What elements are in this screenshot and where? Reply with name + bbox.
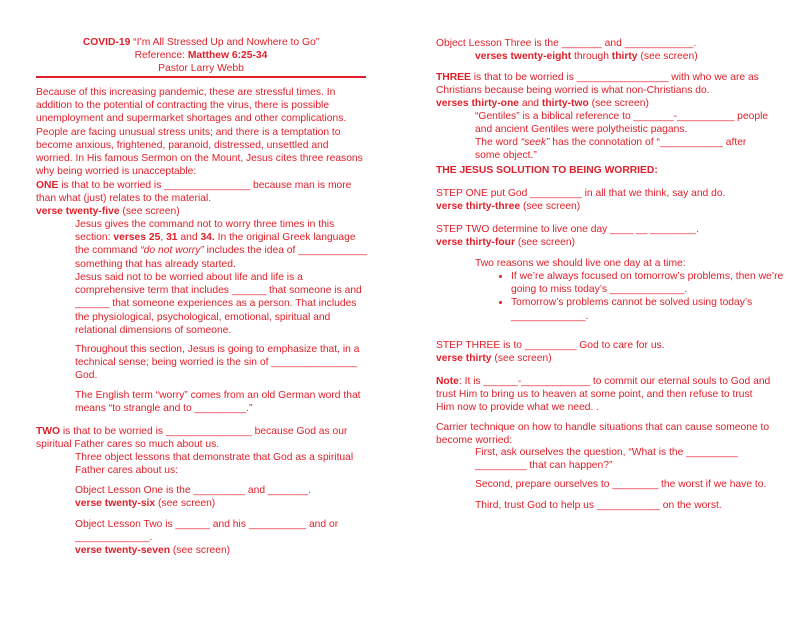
step-one-verse: verse thirty-three (see screen) — [436, 201, 581, 212]
technique-first: First, ask ourselves the question, “What is the _________ _________ that can happen?” — [475, 447, 738, 472]
sermon-title: COVID-19 “I’m All Stressed Up and Nowhere to Go” — [82, 37, 320, 48]
point-three: THREE is that to be worried is ________________ with who we are as Christians because being worried is what non-Christians do. — [436, 72, 759, 97]
sin-paragraph: Throughout this section, Jesus is going to emphasize that, in a technical sense; being worried is the sin of _______________ God. — [75, 344, 360, 382]
point-two: TWO is that to be worried is _______________ because God as our spiritual Father cares so much about us. — [36, 426, 348, 451]
point-one-verse: verse twenty-five (see screen) — [36, 206, 180, 217]
step-two-verse: verse thirty-four (see screen) — [436, 237, 576, 248]
note-paragraph: Note: It is ______-____________ to commit our eternal souls to God and trust Him to bring us to heaven at some point, and then refuse to trust Him now to provide what we need. . — [436, 376, 771, 414]
point-three-verse: verses thirty-one and thirty-two (see screen) — [436, 98, 649, 109]
command-paragraph: Jesus gives the command not to worry three times in this section: verses 25, 31 and 34. In the original Greek language the command “do not worry” includes the idea of ____________ something that has already started. — [75, 219, 367, 270]
step-three: STEP THREE is to _________ God to care for us. — [436, 340, 665, 351]
list-item: • If we’re always focused on tomorrow’s problems, then we’re going to miss today’s _____________. — [511, 270, 800, 296]
seek-paragraph: The word “seek” has the connotation of “___________ after some object.” — [475, 137, 747, 162]
life-paragraph: Jesus said not to be worried about life and life is a comprehensive term that includes ______ that someone is and ______ that someone experiences as a person. That includes the physiological, psychological, emotional, spiritual and relational dimensions of someone. — [75, 272, 362, 336]
object-lesson-two: Object Lesson Two is ______ and his __________ and or _____________. — [75, 519, 339, 544]
reasons-list — [481, 270, 800, 323]
gentiles-paragraph: “Gentiles” is a biblical reference to _______-__________ people and ancient Gentiles were polytheistic pagans. — [475, 111, 769, 136]
object-lesson-three-verse: verses twenty-eight through thirty (see screen) — [475, 51, 698, 62]
object-lesson-one: Object Lesson One is the _________ and _______. — [75, 485, 311, 496]
step-one: STEP ONE put God _________ in all that we think, say and do. — [436, 188, 726, 199]
step-two: STEP TWO determine to live one day ____ __ ________. — [436, 224, 699, 235]
technique-second: Second, prepare ourselves to ________ the worst if we have to. — [475, 479, 767, 490]
step-three-verse: verse thirty (see screen) — [436, 353, 552, 364]
point-one: ONE is that to be worried is _______________ because man is more than what (just) relates to the material. — [36, 180, 352, 205]
scripture-reference: Reference: Matthew 6:25-34 — [134, 50, 268, 61]
list-item: • Tomorrow’s problems cannot be solved using today’s _____________. — [511, 296, 800, 322]
object-lesson-one-verse: verse twenty-six (see screen) — [75, 498, 216, 509]
object-lesson-two-verse: verse twenty-seven (see screen) — [75, 545, 231, 556]
header-divider — [36, 76, 366, 78]
object-lessons-intro: Three object lessons that demonstrate that God as a spiritual Father cares about us: — [75, 452, 354, 477]
solution-heading: THE JESUS SOLUTION TO BEING WORRIED: — [436, 165, 658, 176]
carrier-paragraph: Carrier technique on how to handle situations that can cause someone to become worried: — [436, 422, 770, 447]
page-header — [36, 36, 366, 75]
intro-paragraph: Because of this increasing pandemic, these are stressful times. In addition to the potential of contracting the virus, there is possible unemployment and supermarket shortages and other complications. People are facing unusual stress units; and there is a temptation to become anxious, frightened, paranoid, distressed, unsettled and worried. In His famous Sermon on the Mount, Jesus cites three reasons why being worried is unacceptable: — [36, 87, 363, 178]
technique-third: Third, trust God to help us ___________ on the worst. — [475, 500, 722, 511]
worry-paragraph: The English term “worry” comes from an old German word that means “to strangle and to _________.” — [75, 390, 361, 415]
pastor-name: Pastor Larry Webb — [158, 63, 244, 74]
reasons-intro: Two reasons we should live one day at a time: — [475, 258, 686, 269]
object-lesson-three: Object Lesson Three is the _______ and ____________. — [436, 38, 697, 49]
